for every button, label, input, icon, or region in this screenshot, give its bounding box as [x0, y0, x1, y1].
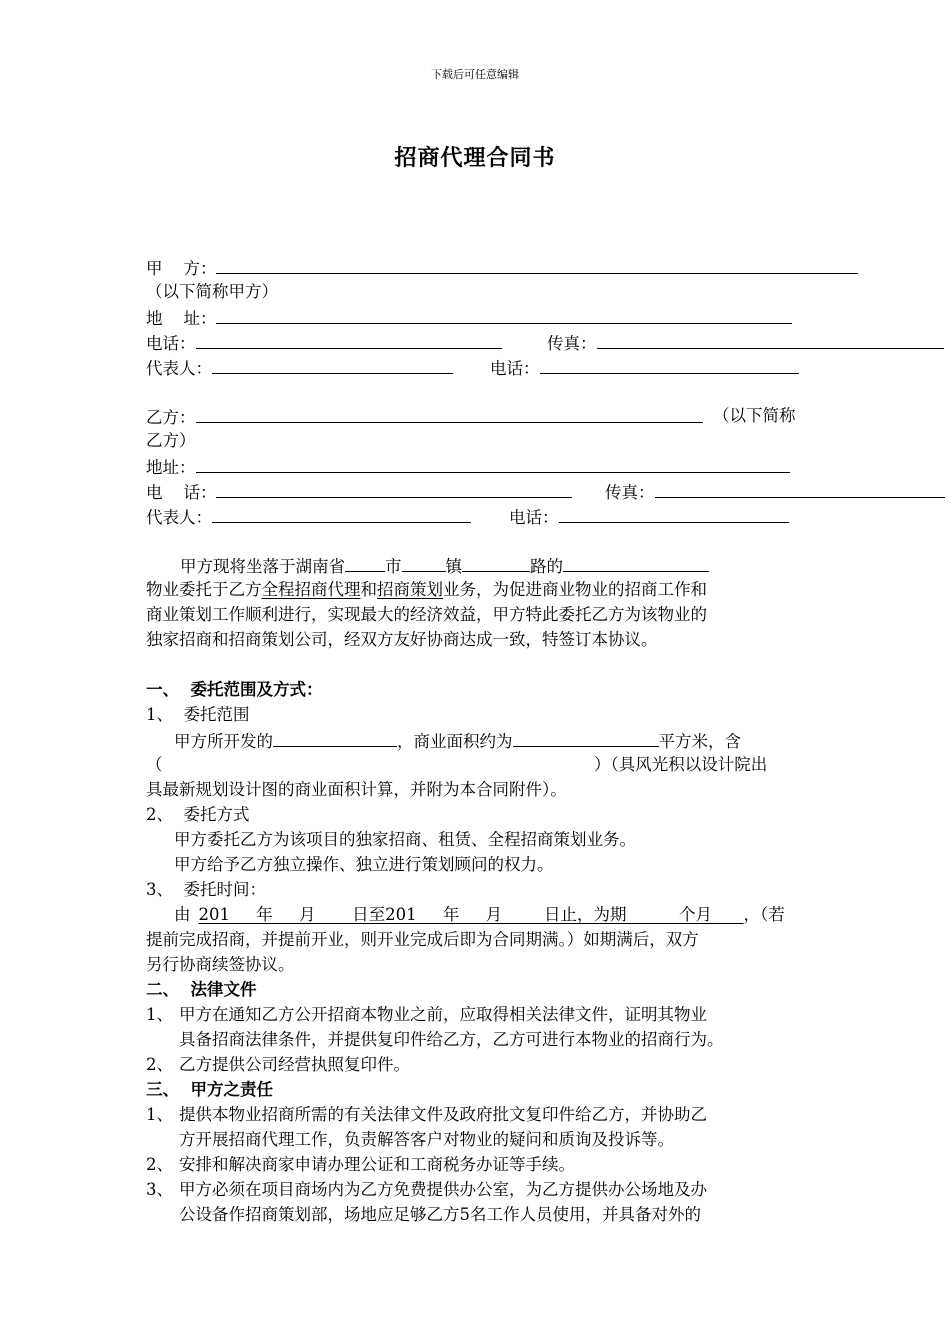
clause-text: 甲方所开发的 [174, 732, 273, 751]
party-a-line [146, 256, 858, 280]
section-2-item-1-line-1: 甲方在通知乙方公开招商本物业之前，应取得相关法律文件，证明其物业 [179, 1005, 707, 1024]
section-3-heading: 三、 甲方之责任 [146, 1080, 273, 1099]
party-b-phone-line [146, 480, 572, 504]
section-3-item-3-line-1: 甲方必须在项目商场内为乙方免费提供办公室，为乙方提供办公场地及办 [179, 1180, 707, 1199]
party-b-rep-phone-label: 电话： [509, 508, 559, 527]
intro-text: 和 [360, 580, 377, 599]
section-3-item-1-line-2: 方开展招商代理工作，负责解答客户对物业的疑问和质询及投诉等。 [179, 1130, 674, 1149]
section-1-item-3-line-1 [174, 904, 785, 926]
party-b-name-blank [196, 405, 703, 423]
party-a-name-blank [216, 256, 858, 274]
intro-underlined-term: 全程招商代理 [261, 580, 361, 599]
party-a-fax-line [547, 331, 944, 355]
intro-text: 路的 [530, 557, 563, 576]
party-a-rep-phone-blank [540, 356, 799, 374]
intro-line-2 [146, 579, 707, 601]
party-a-phone-line [146, 331, 502, 355]
clause-text: ，（若 [743, 905, 785, 924]
intro-text: 镇 [445, 557, 462, 576]
section-1-item-3-line-3: 另行协商续签协议。 [146, 955, 295, 974]
intro-line-3: 商业策划工作顺利进行，实现最大的经济效益，甲方特此委托乙方为该物业的 [146, 605, 707, 624]
document-title: 招商代理合同书 [394, 145, 556, 171]
party-a-address-blank [216, 306, 792, 324]
party-b-line [146, 405, 703, 429]
intro-text: 甲方现将坐落于湖南省 [180, 557, 345, 576]
clause-text: ，商业面积约为 [397, 732, 513, 751]
party-b-fax-line [605, 480, 945, 504]
party-b-fax-label: 传真： [605, 483, 655, 502]
section-2-item-2-num: 2、 [146, 1055, 173, 1074]
party-b-address-line [146, 455, 790, 479]
party-b-address-blank [196, 455, 790, 473]
party-a-alias: （以下简称甲方） [146, 282, 278, 301]
intro-text: 业务，为促进商业物业的招商工作和 [443, 580, 707, 599]
clause-text: 由 [174, 905, 191, 924]
intro-line-4: 独家招商和招商策划公司，经双方友好协商达成一致，特签订本协议。 [146, 630, 658, 649]
party-a-rep-blank [212, 356, 453, 374]
section-1-item-2-label: 2、 委托方式 [146, 805, 250, 824]
section-3-item-2-line-1: 安排和解决商家申请办理公证和工商税务办证等手续。 [179, 1155, 575, 1174]
section-1-item-1-line-3: 具最新规划设计图的商业面积计算，并附为本合同附件）。 [146, 780, 567, 799]
section-2-item-1-num: 1、 [146, 1005, 173, 1024]
term-dates: 201 年 月 日至201 年 月 日止，为期 个月 [198, 905, 713, 924]
section-2-item-2-line-1: 乙方提供公司经营执照复印件。 [179, 1055, 410, 1074]
clause-text: 平方米，含 [658, 732, 741, 751]
intro-underlined-term: 招商策划 [377, 580, 443, 599]
section-3-item-1-line-1: 提供本物业招商所需的有关法律文件及政府批文复印件给乙方，并协助乙 [179, 1105, 707, 1124]
party-a-rep-line [146, 356, 453, 380]
section-1-item-1-label: 1、 委托范围 [146, 705, 250, 724]
city-blank [345, 554, 385, 572]
town-blank [402, 554, 446, 572]
intro-text: 物业委托于乙方 [146, 580, 262, 599]
location-blank [563, 554, 709, 572]
party-b-alias-a: （以下简称 [713, 406, 796, 425]
party-b-fax-blank [655, 480, 945, 498]
section-1-item-1-open-paren: （ [146, 755, 163, 774]
party-a-address-line [146, 306, 792, 330]
party-b-phone-label: 电 话： [146, 483, 217, 502]
section-1-item-1-line-1 [174, 729, 741, 753]
section-1-item-3-line-2: 提前完成招商，并提前开业，则开业完成后即为合同期满。）如期满后，双方 [146, 930, 699, 949]
party-b-rep-label: 代表人： [146, 508, 212, 527]
party-a-phone-label: 电话： [146, 334, 196, 353]
page-header: 下载后可任意编辑 [431, 68, 519, 81]
party-a-address-label: 地 址： [146, 309, 217, 328]
party-b-phone-blank [216, 480, 572, 498]
party-b-rep-phone-blank [559, 505, 789, 523]
section-1-heading: 一、 委托范围及方式： [146, 680, 323, 699]
intro-text: 市 [385, 557, 402, 576]
section-2-heading: 二、 法律文件 [146, 980, 257, 999]
party-b-alias-b: 乙方） [146, 431, 196, 450]
section-3-item-3-num: 3、 [146, 1180, 173, 1199]
party-a-rep-phone-line [490, 356, 799, 380]
section-1-item-2-line-2: 甲方给予乙方独立操作、独立进行策划顾问的权力。 [174, 855, 554, 874]
party-b-rep-phone-line [509, 505, 789, 529]
party-a-fax-blank [597, 331, 944, 349]
section-3-item-2-num: 2、 [146, 1155, 173, 1174]
road-blank [462, 554, 530, 572]
section-1-item-1-close-paren: ）（具风光积以设计院出 [594, 755, 768, 774]
area-blank [513, 729, 659, 747]
party-a-phone-blank [196, 331, 502, 349]
section-2-item-1-line-2: 具备招商法律条件，并提供复印件给乙方，乙方可进行本物业的招商行为。 [179, 1030, 724, 1049]
party-b-label: 乙方： [146, 408, 196, 427]
intro-line-1 [180, 554, 709, 578]
party-a-rep-phone-label: 电话： [490, 359, 540, 378]
section-3-item-3-line-2: 公设备作招商策划部，场地应足够乙方5名工作人员使用，并具备对外的 [179, 1205, 701, 1224]
section-3-item-1-num: 1、 [146, 1105, 173, 1124]
section-1-item-3-label: 3、 委托时间： [146, 880, 266, 899]
party-a-rep-label: 代表人： [146, 359, 212, 378]
party-a-label: 甲 方： [146, 259, 217, 278]
party-a-fax-label: 传真： [547, 334, 597, 353]
party-b-address-label: 地址： [146, 458, 196, 477]
party-b-rep-line [146, 505, 471, 529]
project-blank [273, 729, 397, 747]
party-b-rep-blank [212, 505, 471, 523]
section-1-item-2-line-1: 甲方委托乙方为该项目的独家招商、租赁、全程招商策划业务。 [174, 830, 636, 849]
